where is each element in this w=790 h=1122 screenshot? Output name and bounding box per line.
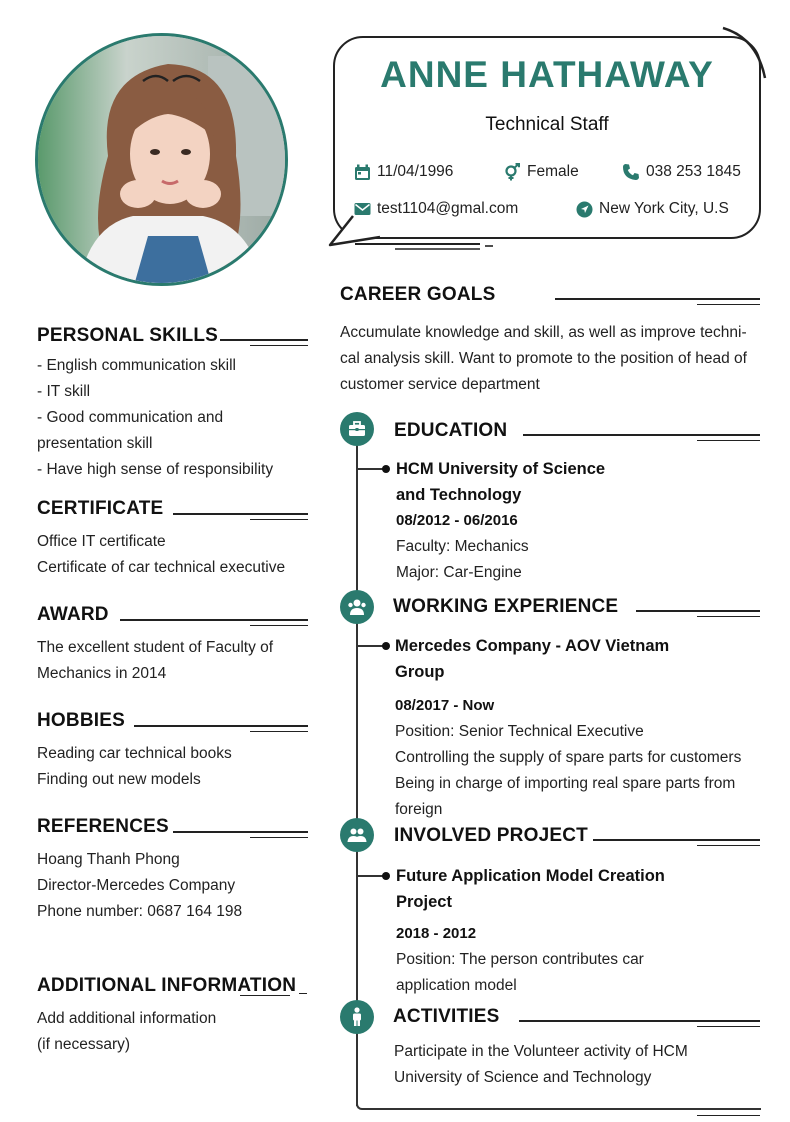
heading-rule xyxy=(299,993,307,994)
education-entry xyxy=(396,456,605,586)
candidate-name: ANNE HATHAWAY xyxy=(380,54,714,95)
heading-rule xyxy=(173,513,308,515)
timeline-bottom xyxy=(356,1104,761,1110)
education-detail: Major: Car-Engine xyxy=(396,564,522,581)
reference-item: Phone number: 0687 164 198 xyxy=(37,903,243,920)
career-text xyxy=(340,320,747,398)
heading-rule xyxy=(250,625,308,626)
heading-rule xyxy=(240,995,290,996)
heading-rule xyxy=(250,519,308,520)
gender-text: Female xyxy=(527,163,579,180)
award-item: Mechanics in 2014 xyxy=(37,665,167,682)
heading-rule xyxy=(250,731,308,732)
heading-rule xyxy=(173,831,308,833)
hobby-item: Finding out new models xyxy=(37,771,201,788)
project-detail: Position: The person contributes car xyxy=(396,951,644,968)
hobbies-list xyxy=(37,741,232,793)
dob-text: 11/04/1996 xyxy=(377,163,454,180)
heading-rule xyxy=(636,610,760,612)
skill-item: presentation skill xyxy=(37,435,153,452)
activities-heading: ACTIVITIES xyxy=(393,1006,500,1027)
skill-item: - English communication skill xyxy=(37,357,236,374)
heading-rule xyxy=(697,616,760,617)
activities-text xyxy=(394,1039,688,1091)
skill-item: - Good communication and xyxy=(37,409,224,426)
project-detail: application model xyxy=(396,977,517,994)
school-name: and Technology xyxy=(396,486,522,504)
people-icon xyxy=(340,590,374,624)
project-name: Project xyxy=(396,893,452,911)
heading-rule xyxy=(220,339,308,341)
reference-item: Hoang Thanh Phong xyxy=(37,851,180,868)
skills-list xyxy=(37,353,273,483)
project-name: Future Application Model Creation xyxy=(396,867,665,885)
reference-item: Director-Mercedes Company xyxy=(37,877,236,894)
award-item: The excellent student of Faculty of xyxy=(37,639,274,656)
skill-item: - Have high sense of responsibility xyxy=(37,461,274,478)
award-heading: AWARD xyxy=(37,604,109,625)
heading-rule xyxy=(523,434,760,436)
experience-period: 08/2017 - Now xyxy=(395,697,495,714)
career-heading: CAREER GOALS xyxy=(340,284,496,305)
hobbies-heading: HOBBIES xyxy=(37,710,125,731)
experience-heading: WORKING EXPERIENCE xyxy=(393,596,619,617)
certificate-item: Office IT certificate xyxy=(37,533,166,550)
education-heading: EDUCATION xyxy=(394,420,508,441)
certificate-item: Certificate of car technical executive xyxy=(37,559,286,576)
additional-heading: ADDITIONAL INFORMATION xyxy=(37,975,297,996)
heading-rule xyxy=(697,1026,760,1027)
heading-rule xyxy=(697,304,760,305)
activity-line: Participate in the Volunteer activity of HCM xyxy=(394,1043,688,1060)
location-text: New York City, U.S xyxy=(599,200,729,217)
certificate-list xyxy=(37,529,285,581)
career-line: Accumulate knowledge and skill, as well as improve techni- xyxy=(340,324,747,341)
briefcase-icon xyxy=(340,412,374,446)
experience-detail: foreign xyxy=(395,801,443,818)
experience-detail: Controlling the supply of spare parts for customers xyxy=(395,749,742,766)
timeline-dot xyxy=(382,465,390,473)
bottom-rule xyxy=(697,1115,760,1116)
heading-rule xyxy=(120,619,308,621)
heading-rule xyxy=(250,345,308,346)
project-period: 2018 - 2012 xyxy=(396,925,477,942)
heading-rule xyxy=(250,837,308,838)
career-line: customer service department xyxy=(340,376,540,393)
career-line: cal analysis skill. Want to promote to the position of head of xyxy=(340,350,747,367)
additional-list xyxy=(37,1006,216,1058)
company-name: Mercedes Company - AOV Vietnam xyxy=(395,637,670,655)
experience-entry xyxy=(395,633,741,823)
project-entry xyxy=(396,863,665,999)
school-name: HCM University of Science xyxy=(396,460,606,478)
heading-rule xyxy=(593,839,760,841)
references-list xyxy=(37,847,242,925)
certificate-heading: CERTIFICATE xyxy=(37,498,164,519)
phone-text: 038 253 1845 xyxy=(646,163,741,180)
candidate-role: Technical Staff xyxy=(485,114,609,135)
hobby-item: Reading car technical books xyxy=(37,745,232,762)
education-detail: Faculty: Mechanics xyxy=(396,538,529,555)
references-heading: REFERENCES xyxy=(37,816,169,837)
award-list xyxy=(37,635,273,687)
skill-item: - IT skill xyxy=(37,383,91,400)
heading-rule xyxy=(555,298,760,300)
heading-rule xyxy=(519,1020,760,1022)
heading-rule xyxy=(134,725,308,727)
person-icon xyxy=(340,1000,374,1034)
heading-rule xyxy=(697,845,760,846)
bubble-decoration xyxy=(325,20,775,255)
skills-heading: PERSONAL SKILLS xyxy=(37,325,219,346)
timeline-dot xyxy=(382,872,390,880)
group-icon xyxy=(340,818,374,852)
company-name: Group xyxy=(395,663,445,681)
experience-detail: Position: Senior Technical Executive xyxy=(395,723,644,740)
project-heading: INVOLVED PROJECT xyxy=(394,825,588,846)
additional-item: (if necessary) xyxy=(37,1036,131,1053)
timeline-dot xyxy=(382,642,390,650)
education-period: 08/2012 - 06/2016 xyxy=(396,512,518,529)
heading-rule xyxy=(697,440,760,441)
experience-detail: Being in charge of importing real spare parts from xyxy=(395,775,736,792)
profile-photo xyxy=(35,33,288,286)
activity-line: University of Science and Technology xyxy=(394,1069,652,1086)
additional-item: Add additional information xyxy=(37,1010,217,1027)
email-text: test1104@gmal.com xyxy=(377,200,519,217)
